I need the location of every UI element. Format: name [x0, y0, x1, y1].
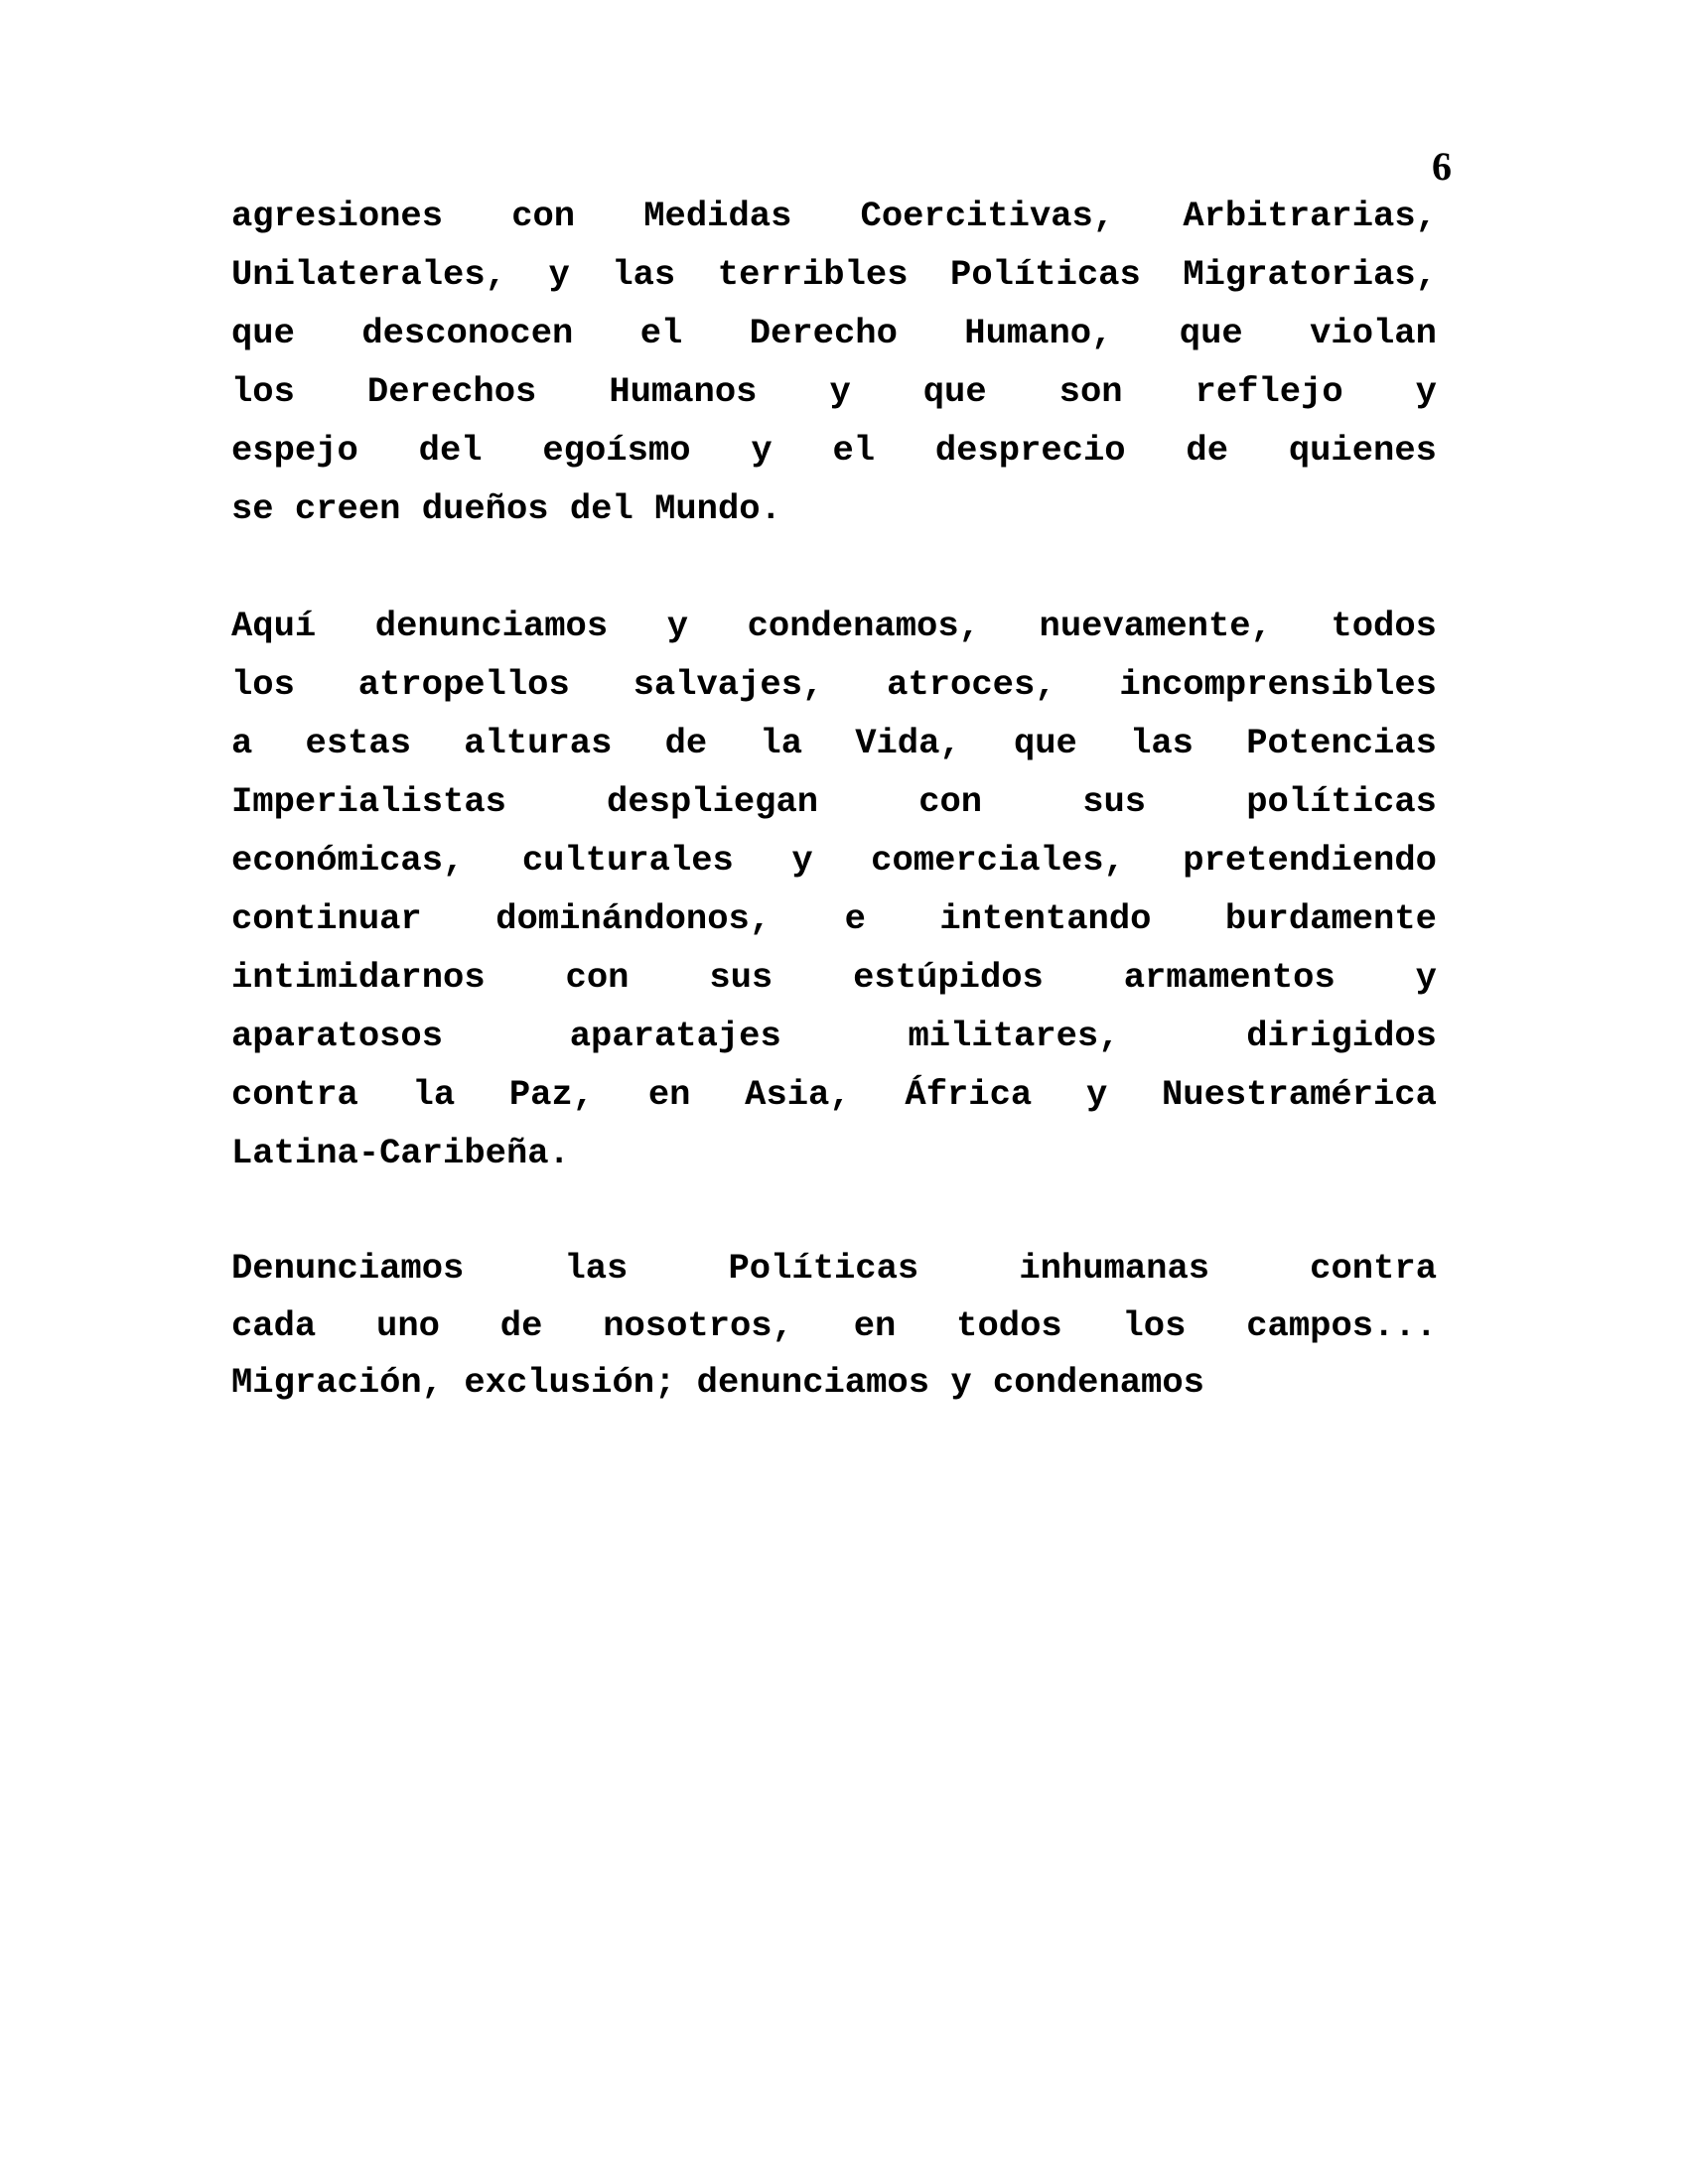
text-line: a estas alturas de la Vida, que las Potencias [231, 723, 1437, 763]
body-text-block [231, 187, 1437, 1411]
text-line: continuar dominándonos, e intentando burdamente [231, 898, 1437, 939]
text-line: cada uno de nosotros, en todos los campos... [231, 1305, 1437, 1346]
text-line: económicas, culturales y comerciales, pretendiendo [231, 840, 1437, 881]
paragraph-1 [231, 187, 1437, 538]
text-line: Migración, exclusión; denunciamos y condenamos [231, 1362, 1204, 1403]
text-line: Denunciamos las Políticas inhumanas contra [231, 1248, 1437, 1289]
text-line: aparatosos aparatajes militares, dirigidos [231, 1016, 1437, 1056]
text-line: Imperialistas despliegan con sus políticas [231, 781, 1437, 822]
text-line: contra la Paz, en Asia, África y Nuestramérica [231, 1074, 1437, 1115]
paragraph-3 [231, 1239, 1437, 1411]
text-line: los Derechos Humanos y que son reflejo y [231, 371, 1437, 412]
text-line: Aquí denunciamos y condenamos, nuevamente, todos [231, 606, 1437, 646]
text-line: se creen dueños del Mundo. [231, 488, 781, 529]
text-line: agresiones con Medidas Coercitivas, Arbitrarias, [231, 196, 1437, 236]
paragraph-spacer [231, 1182, 1437, 1239]
text-line: que desconocen el Derecho Humano, que violan [231, 313, 1437, 353]
paragraph-2 [231, 597, 1437, 1182]
text-line: intimidarnos con sus estúpidos armamentos y [231, 957, 1437, 998]
text-line: Unilaterales, y las terribles Políticas Migratorias, [231, 254, 1437, 295]
paragraph-spacer [231, 538, 1437, 597]
text-line: Latina-Caribeña. [231, 1133, 570, 1173]
page-number: 6 [1432, 144, 1452, 189]
text-line: espejo del egoísmo y el desprecio de quienes [231, 430, 1437, 471]
text-line: los atropellos salvajes, atroces, incomprensibles [231, 664, 1437, 705]
